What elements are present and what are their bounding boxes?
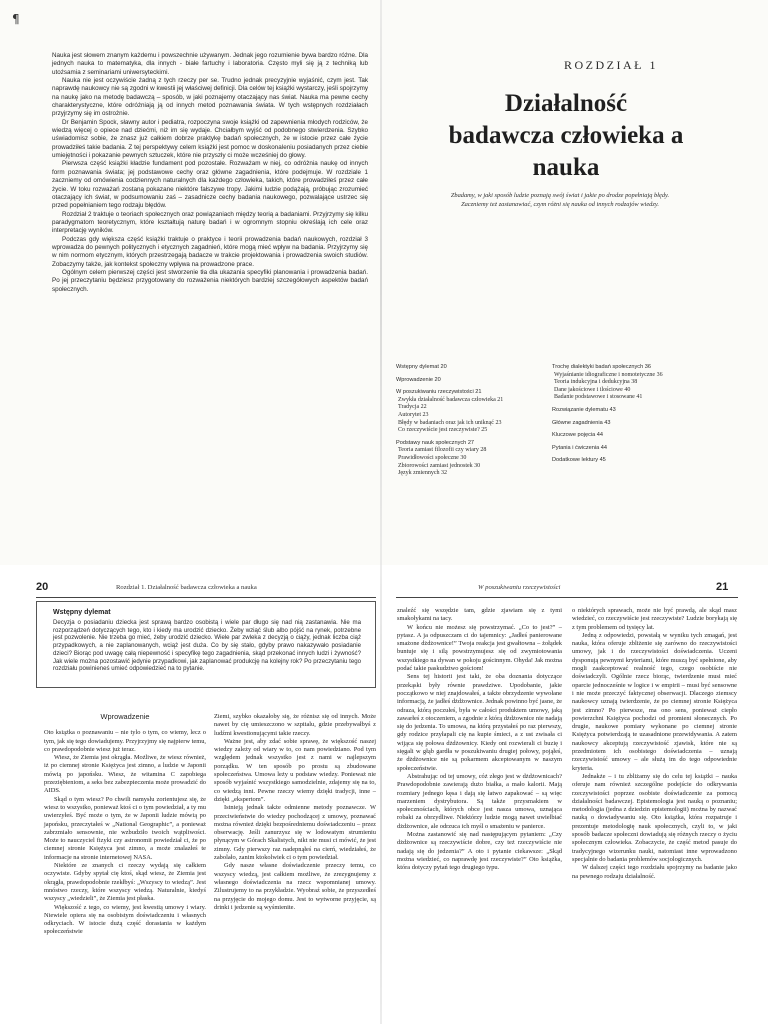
- body-paragraph: Większość z tego, co wiemy, jest kwestią umowy i wiary. Niewiele opiera się na osobistym doświadczeniu i własnych odkryciach. W istocie dużą część dorastania w każdym społeczeństwie: [44, 903, 206, 936]
- body-paragraph: W końcu nie możesz się powstrzymać. „Co to jest?” – pytasz. A ja odpuszczam ci do tajemnicy: „Jadłeś panierowane smażone dżdżownice!” Twoja reakcja jest gwałtowna – żołądek buntuje się i silą powstrzymujesz się od zwymiotowania wszystkiego na dywan w pokoju gościnnym. Ohyda! Jak można podać takie paskudztwo gościom!: [397, 623, 562, 673]
- text-column-1-body: [44, 729, 206, 936]
- body-paragraph: Ważne jest, aby zdać sobie sprawę, że większość naszej wiedzy zależy od wiary w to, co nam powiedziano. Pod tym względem jednak wszystko jest z nami w najlepszym porządku. W ten sposób po prostu są zbudowane społeczeństwa. Umowa leży u podstaw wiedzy. Ponieważ nie sposób wyjaśnić wszystkiego samodzielnie, zdajemy się na to, co wiedzą inni. Pewne rzeczy wiemy dzięki tradycji, inne – dzięki „ekspertom”.: [214, 737, 376, 803]
- toc-subsection-entry: Zbiorowości zamiast jednostek 30: [398, 462, 481, 469]
- body-paragraph: W dalszej części tego rozdziału spojrzymy na badanie jako na pewnego rodzaju działalność.: [572, 864, 737, 880]
- toc-subsection-entry: Prawidłowości społeczne 30: [398, 454, 467, 461]
- section-heading: Wprowadzenie: [100, 712, 150, 721]
- toc-section-entry: Główne zagadnienia 43: [552, 419, 611, 426]
- body-paragraph: Istnieją jednak także odmienne metody poznawcze. W przeciwieństwie do wiedzy pochodzącej z umowy, poznawać można również dzięki bezpośredniemu doświadczeniu – przez obserwację. Jeśli zanurzysz się w lodowatym strumieniu płynącym w Górach Skalistych, nikt nie musi ci mówić, że jest zimny. Gdy pierwszy raz nadepnąłeś na cierń, wiedziałeś, że zabolało, zanim ktokolwiek ci o tym powiedział.: [214, 804, 376, 862]
- intro-paragraph: Ogólnym celem pierwszej części jest stworzenie tła dla ukazania specyfiki planowania i prowadzenia badań. Po jej przeczytaniu będziesz przygotowany do rozważenia niektórych bardziej szczegółowych aspektów badań społecznych.: [52, 268, 368, 293]
- toc-subsection-entry: Co rzeczywiście jest rzeczywiste? 25: [398, 427, 488, 434]
- toc-subsection-entry: Badanie podstawowe i stosowane 41: [554, 394, 643, 401]
- body-paragraph: Wiesz, że Ziemia jest okrągła. Możliwe, że wiesz również, iż po ciemnej stronie Księżyca jest zimno, a ludzie w Japonii mówią po japońsku. Wiesz, że witamina C zapobiega przeziębieniom, a seks bez zabezpieczenia może prowadzić do AIDS.: [44, 754, 206, 795]
- chapter-title-line-2: badawcza człowieka a nauka: [448, 122, 684, 181]
- toc-subsection-entry: Błędy w badaniach oraz jak ich uniknąć 23: [398, 419, 502, 426]
- text-column-2: [214, 713, 376, 912]
- body-paragraph: Ziemi, szybko okazałoby się, że różnisz się od innych. Może nawet by cię umieszczono w szpitalu, gdzie przebywałbyś z ludźmi kwestionującymi takie rzeczy.: [214, 713, 376, 737]
- toc-section-entry: Kluczowe pojęcia 44: [552, 432, 603, 439]
- toc-subsection-entry: Język zmiennych 32: [398, 470, 447, 477]
- chapter-epigraph: Zbadamy, w jaki sposób ludzie poznają swój świat i jakie po drodze popełniają błędy. Zaczniemy też zastanawiać, czym różni się nauka od innych rodzajów wiedzy.: [450, 192, 670, 208]
- page-number-right: 21: [716, 581, 729, 593]
- toc-subsection-entry: Teoria indukcyjna i dedukcyjna 38: [554, 379, 638, 386]
- text-column-1: [44, 713, 206, 937]
- dilemma-box-title: Wstępny dylemat: [53, 609, 111, 616]
- toc-subsection-entry: Zwykła działalność badawcza człowieka 21: [398, 396, 504, 403]
- chapter-contents-left: [396, 364, 546, 478]
- chapter-title: [440, 88, 692, 184]
- intro-paragraph: Dr Benjamin Spock, sławny autor i pediatra, rozpoczyna swoje książki od zapewnienia młodych rodziców, że wiedzą więcej o opiece nad dziećmi, niż im się wydaje. Chciałbym wyjść od podobnego stwierdzenia. Szybko uświadomisz sobie, że znasz już całkiem dobrze praktykę badań społecznych, że w istocie przez całe życie prowadziłeś takie badania. Z tej perspektywy celem książki jest pomoc w doskonaleniu posiadanych przez ciebie umiejętności i pokazanie pewnych sztuczek, które nie przyszły ci może wcześniej do głowy.: [52, 118, 368, 160]
- toc-subsection-entry: Tradycja 22: [398, 404, 427, 411]
- toc-section-entry: Rozwiązanie dylematu 43: [552, 406, 616, 413]
- chapter-title-line-1: Działalność: [504, 90, 628, 117]
- intro-paragraph: Pierwsza część książki kładzie fundament pod pozostałe. Rozważam w niej, co odróżnia naukę od innych form poznawania świata; jej podstawowe cechy oraz główne zagadnienia, które podejmuje. W rozdziale 1 zaczniemy od omówienia codziennych naturalnych dla każdego człowieka, takich, które prowadziłeś przez całe życie. W toku rozważań zostaną pokazane niektóre fałszywe tropy. Jakimi ludzie podążają, próbując zrozumieć otaczający ich świat, w podsumowaniu zaś – zasadnicze cechy badania naukowego, pozwalające ustrzec się przed popełnianiem tego rodzaju błędów.: [52, 160, 368, 210]
- toc-section-entry: Dodatkowe lektury 45: [552, 457, 606, 464]
- body-paragraph: Oto książka o poznawaniu – nie tylo o tym, co wiemy, lecz o tym, jak się tego dowiadujemy. Przyjrzyjmy się najpierw temu, co prawdopodobnie wiesz już teraz.: [44, 729, 206, 753]
- body-paragraph: Niektóre ze znanych ci rzeczy wydają się całkiem oczywiste. Gdyby spytał cię ktoś, skąd wiesz, że Ziemia jest okrągła, prawdopodobnie rzekłbyś: „Wszyscy to wiedzą”. Jest mnóstwo rzeczy, które wszyscy wiedzą. Naturalnie, kiedyś wszyscy „wiedzieli”, że Ziemia jest płaska.: [44, 862, 206, 903]
- toc-section-entry: Wprowadzenie 20: [396, 376, 441, 383]
- body-paragraph: Jednakże – i tu zbliżamy się do celu tej książki – nauka oferuje nam również szczególne podejście do odkrywania rzeczywistości poprzez osobiste doświadczenie za pomocą działalności badawczej. Epistemologia jest nauką o poznaniu; metodologia (jedna z dziedzin epistemologii) można by nazwać nauką o dowiadywaniu się. Oto książka, która rozpatruje i prezentuje metodologię nauk społecznych, czyli to, w jaki sposób badacze społeczni dowiadują się różnych rzeczy o życiu społecznym człowieka. Zobaczycie, że część metod pasuje do tradycyjnego wizerunku nauki, natomiast inne wprowadzono specjalnie do badania problemów socjologicznych.: [572, 772, 737, 863]
- intro-paragraph: Nauka jest słowem znanym każdemu i powszechnie używanym. Jednak jego rozumienie bywa bardzo różne. Dla jednych nauka to matematyka, dla innych - białe fartuchy i laboratoria. Często myli się ją z techniką lub utożsamia z seminariami uniwersyteckimi.: [52, 52, 368, 76]
- toc-subsection-entry: Dane jakościowe i ilościowe 40: [554, 386, 631, 393]
- chapter-label: ROZDZIAŁ 1: [564, 58, 658, 72]
- intro-paragraph: Podczas gdy większa część książki traktuje o praktyce i teorii prowadzenia badań naukowych, rozdział 3 wprowadza do pewnych politycznych i etycznych zagadnień, które mogą mieć wpływ na badania. Przyjrzymy się w nim normom etycznym, których przestrzegają badacze w trakcie projektowania i prowadzenia swoich studiów. Zobaczymy także, jak kontekst społeczny wpływa na prowadzone prace.: [52, 235, 368, 268]
- toc-subsection-entry: Autorytet 23: [398, 411, 429, 418]
- toc-subsection-entry: Wyjaśnianie idiograficzne i nomotetyczne 36: [554, 371, 663, 378]
- body-paragraph: Można zastanowić się nad następującym pytaniem: „Czy dżdżownice są rzeczywiście dobre, czy też rzeczywiście nie nadają się do jedzenia?” A oto i pytanie ciekawsze: „Skąd można wiedzieć, co naprawdę jest rzeczywiste?” Oto książka, która dotyczy pytań tego drugiego typu.: [397, 831, 562, 872]
- toc-section-entry: W poszukiwaniu rzeczywistości 21: [396, 389, 482, 396]
- running-head-left: Rozdział 1. Działalność badawcza człowieka a nauka: [116, 584, 257, 591]
- running-head-right: W poszukiwaniu rzeczywistości: [478, 584, 561, 591]
- chapter-contents-right: [552, 364, 712, 465]
- bottom-spread: [0, 565, 768, 1024]
- text-column-4: [572, 607, 737, 881]
- body-paragraph: o niektórych sprawach, może nie być prawdą, ale skąd masz wiedzieć, co rzeczywiście jest rzeczywiste? Ludzie borykają się z tym problemem od tysięcy lat.: [572, 607, 737, 631]
- body-paragraph: Sens tej historii jest taki, że oba doznania dotyczące przekąski były równie prawdziwe. Upodobanie, jakie początkowo w niej znajdowałeś, a także obrzydzenie wywołane informacją, że jadłeś dżdżownice. Jednak powinno być jasne, że odraza, którą poczułeś, była w całości produktem umowy, jaką zawarłeś z otoczeniem, a zgodnie z którą dżdżownice nie nadają się do jedzenia. To umowa, na którą przystałeś po raz pierwszy, gdy rodzice przyłapali cię na kupie śmieci, a z ust zwisała ci wijąca się połowa dżdżownicy. Kiedy oni rozwierali ci buzię i sięgali w głąb gardła w poszukiwaniu drugiej połowy, pojąłeś, że dżdżownice nie są pokarmem akceptowanym w naszym społeczeństwie.: [397, 673, 562, 772]
- dilemma-box: [36, 601, 376, 688]
- body-paragraph: Abstrahując od tej umowy, cóż złego jest w dżdżownicach? Prawdopodobnie zawierają dużo białka, a mało kalorii. Mają rozmiary jednego kęsa i dają się łatwo zapakować – są więc marzeniem dystrybutora. Są także przysmakiem w społecznościach, których obce jest nasza umowa, uznająca robaki za obrzydliwe. Niektórzy ludzie mogą nawet uwielbiać dżdżownice, ale odrzuca ich myśl o smażeniu w panierce.: [397, 772, 562, 830]
- gutter-divider: [380, 0, 382, 565]
- toc-subsection-entry: Teoria zamiast filozofii czy wiary 28: [398, 447, 487, 454]
- intro-paragraph: Rozdział 2 traktuje o teoriach społecznych oraz powiązaniach między teorią a badaniami. Przyjrzymy się kilku paradygmatom teoretycznym, które kształtują naturę badań i w ogromnym stopniu określają ich cele oraz interpretację wyników.: [52, 210, 368, 235]
- body-paragraph: Gdy nasze własne doświadczenie przeczy temu, co wszyscy wiedzą, jest całkiem możliwe, że zrezygnujemy z własnego doświadczenia na rzecz wspomnianej umowy. Zilustrujemy to na przykładzie. Wyobraź sobie, że przyszedłeś na przyjęcie do mojego domu. Jest to wytworne przyjęcie, są drinki i jedzenie są wyśmienite.: [214, 862, 376, 911]
- part-intro-text: [52, 52, 368, 294]
- toc-section-entry: Wstępny dylemat 20: [396, 364, 447, 370]
- corner-mark: ¶: [12, 12, 20, 26]
- dilemma-box-text: Decyzja o posiadaniu dziecka jest sprawą bardzo osobistą i wiele par długo się nad nią zastanawia. Nie ma rozporządzeń dotyczących tego, kto i kiedy ma urodzić dziecko. Żeby wziąć ślub albo pójść na rynek, potrzebne jest pozwolenie. Nie trzeba go mieć, żeby urodzić dziecko. Wiele par zwleka z decyzją o ciąży, jednak liczba ciąż przypadkowych, a nie zaplanowanych, wciąż jest duża. Co by się stało, gdyby prawo nakazywało posiadanie dzieci? Biorąc pod uwagę całą niepewność i specyfikę tego zagadnienia, skąd przekonać innych ludzi i żywność? Jak wiele można pozostawić jedynie przypadkowi, jak zaplanować produkcję na kolejny rok? Po przeczytaniu tego rozdziału powinieneś umieć odpowiedzieć na to pytanie.: [53, 619, 361, 673]
- page-number-left: 20: [36, 581, 49, 593]
- body-paragraph: znaleźć się wszędzie tam, gdzie zjawiam się z tymi smakołykami na tacy.: [397, 607, 562, 623]
- intro-paragraph: Nauka nie jest oczywiście żadną z tych rzeczy per se. Trudno jednak precyzyjnie wyjaśnić, czym jest. Tak naprawdę naukowcy nie są zgodni w kwestii jej właściwej definicji. Dla celów tej książki wystarczy, jeśli spojrzymy na naukę jako na metodę badawczą – sposób, w jaki poznajemy otaczający nas świat. Nauka ma pewne cechy charakterystyczne, które odróżniają ją od innych metod poznawania świata. W tych wstępnych rozdziałach przyjrzymy się im ostrożnie.: [52, 77, 368, 118]
- header-rule-right: [396, 597, 738, 598]
- header-rule-left: [36, 597, 376, 598]
- gutter-divider: [380, 565, 382, 1024]
- toc-section-entry: Podstawy nauk społecznych 27: [396, 439, 475, 446]
- body-paragraph: Jedną z odpowiedzi, powstałą w wyniku tych zmagań, jest nauka, która oferuje zbliżenie się zarówno do rzeczywistości umowy, jak i do rzeczywistości doświadczenia. Uczeni dysponują pewnymi kryteriami, które muszą być spełnione, aby mogli zaakceptować realność tego, czego osobiście nie doświadczyli. Ogólnie rzecz biorąc, twierdzenie musi mieć oparcie jednocześnie w logice i w empirii – musi być sensowne i nie może przeczyć faktycznej obserwacji. Dlaczego ziemscy naukowcy uznają twierdzenie, że po ciemnej stronie Księżyca jest zimno? Po pierwsze, ma ono sens, ponieważ ciepło powierzchni Księżyca pochodzi od promieni słonecznych. Po drugie, naukowe pomiary wykonane po ciemnej stronie Księżyca potwierdzają te uzasadnione przewidywania. A zatem naukowcy akceptują rzeczywistość zjawisk, które nie są przedmiotem ich osobistego doświadczenia – uznają rzeczywistość umowy – ale służą im do tego odpowiednie kryteria.: [572, 631, 737, 772]
- toc-section-entry: Pytania i ćwiczenia 44: [552, 444, 608, 451]
- toc-section-entry: Trochę dialektyki badań społecznych 36: [552, 364, 651, 370]
- text-column-3: [397, 607, 562, 873]
- body-paragraph: Skąd o tym wiesz? Po chwili namysłu zorientujesz się, że wiesz to wszystko, ponieważ ktoś ci o tym powiedział, a ty mu uwierzyłeś. Być może o tym, że w Japonii ludzie mówią po japońsku, przeczytałeś w „National Geographic”, a ponieważ zabrzmiało sensownie, nie wzbudziło twoich wątpliwości. Może to nauczyciel fizyki czy astronomii powiedział ci, że po ciemnej stronie Księżyca jest zimno, a może znalazłeś te informacje na stronie internetowej NASA.: [44, 795, 206, 861]
